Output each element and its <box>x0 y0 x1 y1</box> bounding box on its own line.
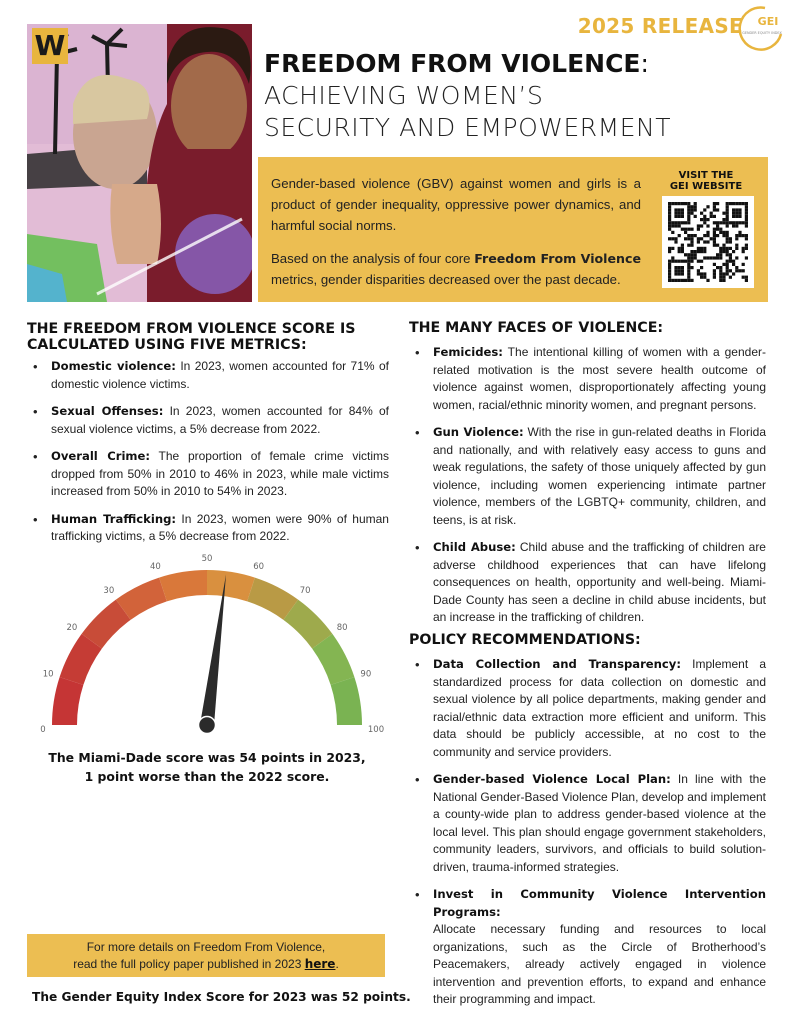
list-item <box>409 886 766 1009</box>
item-label: Sexual Offenses: <box>51 404 164 418</box>
item-text: With the rise in gun-related deaths in Florida and nationally, and with relatively easy access to guns and weak regulations, the safety of those uniquely affected by gun violence, including women experiencing intimate partner violence, members of the LGBTQ+ community, children, and teens, is at risk. <box>433 425 766 527</box>
intro-box <box>258 157 768 302</box>
item-label: Child Abuse: <box>433 540 516 554</box>
policy-list <box>409 656 766 1019</box>
gauge-segment <box>52 677 83 725</box>
release-label: 2025 RELEASE <box>577 14 743 38</box>
item-label: Human Trafficking: <box>51 511 177 526</box>
faces-heading: THE MANY FACES OF VIOLENCE: <box>409 320 664 336</box>
gauge-tick-label: 80 <box>336 622 348 633</box>
item-label: • Invest in Community Violence Intervention Programs: <box>433 887 766 919</box>
qr-code-graphic <box>662 196 754 288</box>
gauge-tick-label: 20 <box>66 622 78 633</box>
gauge-segment <box>207 570 255 601</box>
item-text: In 2023, women accounted for 71% of domestic violence victims. <box>51 359 389 391</box>
visit-website-label <box>658 170 754 192</box>
gauge-tick-label: 70 <box>299 585 311 596</box>
gauge-tick-label: 40 <box>149 562 161 573</box>
intro-paragraph-2 <box>271 248 641 290</box>
cover-illustration <box>27 24 252 302</box>
cover-image <box>27 24 252 302</box>
metrics-heading: THE FREEDOM FROM VIOLENCE SCORE IS CALCULATED USING FIVE METRICS: <box>27 321 356 353</box>
item-label: Gun Violence: <box>433 425 524 439</box>
list-item <box>27 511 389 546</box>
intro-paragraph-1: Gender-based violence (GBV) against women and girls is a product of gender inequality, oppressive power dynamics, and harmful social norms. <box>271 176 641 233</box>
subtitle-line2: SECURITY AND EMPOWERMENT <box>264 113 671 142</box>
gauge-segment <box>159 570 207 601</box>
qr-code-icon[interactable] <box>662 196 754 288</box>
more-details-box <box>27 934 385 977</box>
more-line-2-text: read the full policy paper published in 2023 <box>73 957 305 971</box>
policy-heading: POLICY RECOMMENDATIONS: <box>409 632 641 648</box>
item-text: Implement a standardized process for data collection on domestic and sexual violence by all police departments, making gender and racial/ethnic data extraction more efficient and uniform. This data should be publicly accessible, at no cost to the community and service providers. <box>433 657 766 759</box>
subtitle-line1: ACHIEVING WOMEN’S <box>264 81 544 110</box>
item-text: The intentional killing of women with a gender-related motivation is the most severe health outcome of violence against women, disproportionately affecting young women, racial/ethnic minority women, and pregnant persons. <box>433 345 766 412</box>
item-label: Data Collection and Transparency: <box>433 657 681 671</box>
metrics-list <box>27 358 389 556</box>
visit-line-2: GEI WEBSITE <box>669 181 743 192</box>
visit-line-1: VISIT THE <box>678 170 734 181</box>
more-line-2-end: . <box>335 957 339 971</box>
item-label: Femicides: <box>433 345 503 359</box>
item-text: In 2023, women accounted for 84% of sexual violence victims, a 5% decrease from 2022. <box>51 404 390 436</box>
list-item <box>409 424 766 529</box>
gauge-needle <box>200 574 226 726</box>
item-label: Gender-based Violence Local Plan: <box>433 772 671 786</box>
gei-logo-text: GEI <box>757 15 779 28</box>
gei-score-line: The Gender Equity Index Score for 2023 was 52 points. <box>32 990 411 1004</box>
gauge-caption-line-1: The Miami-Dade score was 54 points in 2023, <box>48 750 366 765</box>
cover-badge: W <box>32 28 68 64</box>
list-item <box>409 771 766 876</box>
title-bold: FREEDOM FROM VIOLENCE <box>264 49 641 78</box>
item-text: In line with the National Gender-Based Violence Plan, develop and implement a county-wide plan to address gender-based violence at the local level. This plan should engage government stakeholders, community leaders, survivors, and officials to build solution-driven, trauma-informed strategies. <box>433 772 766 874</box>
title-colon: : <box>640 49 649 78</box>
list-item <box>27 448 389 501</box>
item-text: Child abuse and the trafficking of children are adverse childhood experiences that can have lifelong consequences on health, opportunity and well-being. Miami-Dade County has seen a decline in child abuse incidents, but an increase in the trafficking of children. <box>433 540 766 624</box>
item-label: Domestic violence: <box>51 359 176 373</box>
page-title <box>264 48 764 144</box>
item-text: The proportion of female crime victims dropped from 50% in 2010 to 46% in 2023, while male victims increased from 50% in 2010 to 54% in 2023. <box>51 449 389 498</box>
more-line-1: For more details on Freedom From Violence, <box>86 940 326 954</box>
gauge-tick-label: 90 <box>360 669 372 680</box>
list-item <box>409 539 766 627</box>
list-item <box>409 656 766 761</box>
gauge-tick-label: 0 <box>40 725 46 735</box>
item-text: In 2023, women were 90% of human trafficking victims, a 5% decrease from 2022. <box>51 511 389 543</box>
gauge-caption <box>27 748 387 786</box>
policy-paper-link[interactable]: here <box>304 957 336 971</box>
intro-p2-pre: Based on the analysis of four core <box>271 251 475 266</box>
gauge-tick-label: 10 <box>42 669 54 680</box>
gauge-tick-label: 30 <box>103 585 115 596</box>
gauge-caption-line-2: 1 point worse than the 2022 score. <box>84 769 330 784</box>
intro-p2-post: metrics, gender disparities decreased over the past decade. <box>271 272 621 287</box>
gauge-tick-label: 60 <box>253 562 265 573</box>
list-item <box>27 358 389 393</box>
gauge-tick-label: 50 <box>201 554 213 564</box>
item-label: Overall Crime: <box>51 449 150 463</box>
gauge-segment <box>331 677 362 725</box>
item-text: Allocate necessary funding and resources to local organizations, such as the Circle of Brotherhood’s Peacemakers, already actively engaged in violence intervention and prevention efforts, to expand and enhance their programming and impact. <box>433 922 766 1006</box>
gauge-needle-hub <box>199 717 216 734</box>
gei-logo <box>735 4 785 54</box>
score-gauge <box>27 550 387 750</box>
gauge-tick-label: 100 <box>367 725 385 735</box>
intro-p2-bold: Freedom From Violence <box>474 251 641 266</box>
list-item <box>27 403 389 438</box>
list-item <box>409 344 766 414</box>
faces-list <box>409 344 766 637</box>
more-line-2 <box>27 956 385 973</box>
gei-logo-subtext: GENDER EQUITY INDEX <box>742 31 782 35</box>
